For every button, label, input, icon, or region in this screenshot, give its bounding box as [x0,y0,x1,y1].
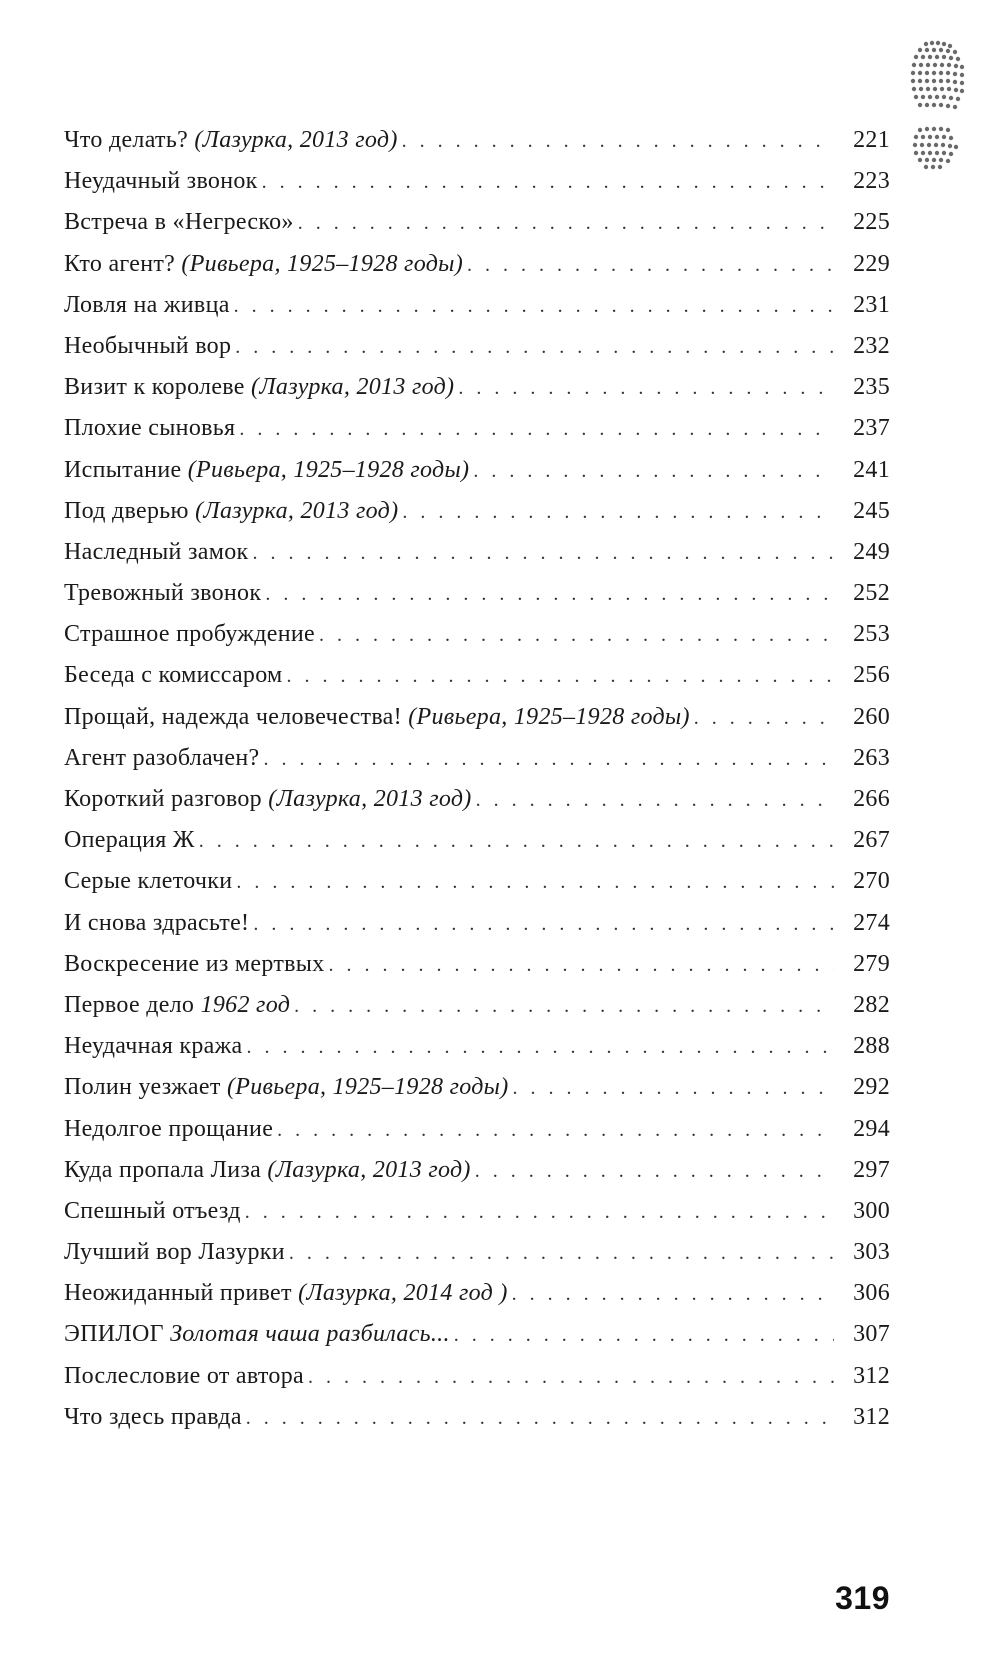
toc-entry-title: Спешный отъезд [64,1197,241,1224]
toc-entry[interactable] [64,944,890,985]
toc-entry[interactable] [64,285,890,326]
toc-entry[interactable] [64,1150,890,1191]
toc-leader-dots [512,1274,834,1315]
toc-entry[interactable] [64,450,890,491]
toc-entry-page: 267 [853,827,890,854]
toc-entry-title: Неудачный звонок [64,168,258,195]
toc-leader-dots [234,286,834,327]
toc-entry-page: 245 [853,497,890,524]
toc-entry[interactable] [64,985,890,1026]
toc-entry-subtitle: (Ривьера, 1925–1928 годы) [226,1074,509,1101]
toc-entry-page: 252 [853,580,890,607]
toc-entry-page: 288 [853,1033,890,1060]
toc-entry[interactable] [64,779,890,820]
toc-entry-page: 249 [853,538,890,565]
toc-entry-title: Визит к королеве (Лазурка, 2013 год) [64,374,455,401]
toc-entry[interactable] [64,367,890,408]
toc-entry-title: Полин уезжает (Ривьера, 1925–1928 годы) [64,1074,509,1101]
toc-leader-dots [298,203,834,244]
toc-entry-title: Серые клеточки [64,868,233,895]
toc-entry-subtitle: (Лазурка, 2013 год) [194,127,398,153]
toc-leader-dots [236,862,834,903]
toc-entry[interactable] [64,861,890,902]
toc-entry-subtitle: 1962 год [200,991,291,1018]
toc-entry-title: Под дверью (Лазурка, 2013 год) [64,497,399,524]
toc-entry-title: Необычный вор [64,332,232,359]
toc-entry-page: 229 [853,250,890,277]
toc-entry-title: Неудачная кража [64,1033,243,1060]
toc-leader-dots [245,1192,834,1233]
toc-entry-title: Короткий разговор (Лазурка, 2013 год) [64,786,472,812]
toc-entry-page: 260 [853,703,890,730]
toc-entry[interactable] [64,1191,890,1232]
toc-entry-page: 303 [853,1239,890,1266]
toc-entry-subtitle: (Лазурка, 2013 год) [268,786,472,812]
toc-entry-page: 253 [853,621,890,648]
toc-entry-title: Агент разоблачен? [64,744,260,771]
toc-leader-dots [473,451,834,492]
toc-leader-dots [458,368,834,409]
toc-entry[interactable] [64,1067,890,1108]
toc-leader-dots [277,1110,834,1151]
toc-entry-title: Что здесь правда [64,1403,242,1430]
toc-leader-dots [402,121,834,162]
toc-leader-dots [246,1398,834,1439]
toc-leader-dots [475,1151,834,1192]
toc-entry-subtitle: Золотая чаша разбилась... [170,1321,450,1348]
toc-entry[interactable] [64,1314,890,1355]
toc-leader-dots [694,698,834,739]
toc-entry-page: 232 [853,332,890,359]
toc-entry[interactable] [64,903,890,944]
toc-leader-dots [235,327,834,368]
toc-entry[interactable] [64,120,890,161]
toc-entry-page: 225 [853,209,890,236]
toc-entry[interactable] [64,573,890,614]
toc-entry-subtitle: (Ривьера, 1925–1928 годы) [408,703,690,730]
toc-leader-dots [294,986,834,1027]
toc-entry[interactable] [64,1356,890,1397]
page-number: 319 [835,1580,890,1616]
toc-leader-dots [287,656,834,697]
toc-entry-title: И снова здрасьте! [64,909,250,936]
toc-entry[interactable] [64,738,890,779]
toc-entry-title: Беседа с комиссаром [64,662,283,689]
toc-entry-title: Встреча в «Негреско» [64,209,294,236]
toc-entry-page: 263 [853,744,890,771]
toc-leader-dots [252,533,834,574]
toc-entry-page: 279 [853,950,890,977]
toc-entry-title: Тревожный звонок [64,580,262,607]
toc-entry[interactable] [64,491,890,532]
toc-entry[interactable] [64,820,890,861]
toc-entry-subtitle: (Лазурка, 2013 год) [251,374,455,401]
toc-entry-title: Наследный замок [64,538,249,565]
toc-entry-title: Неожиданный привет (Лазурка, 2014 год ) [64,1280,508,1307]
toc-entry[interactable] [64,161,890,202]
toc-entry-subtitle: (Лазурка, 2013 год) [195,497,399,524]
toc-entry-page: 266 [853,786,890,812]
toc-entry-page: 312 [853,1362,890,1389]
toc-entry-title: Недолгое прощание [64,1115,274,1142]
toc-leader-dots [246,1027,834,1068]
toc-entry-page: 307 [853,1321,890,1348]
toc-entry-page: 237 [853,415,890,442]
toc-entry-title: Страшное пробуждение [64,621,316,648]
toc-entry-page: 294 [853,1115,890,1142]
toc-entry-page: 256 [853,662,890,689]
toc-entry-title: Прощай, надежда человечества! (Ривьера, 1925–1928 годы) [64,703,690,730]
toc-entry-title: Воскресение из мертвых [64,950,325,977]
toc-leader-dots [513,1068,834,1109]
toc-entry-page: 292 [853,1074,890,1101]
toc-entry[interactable] [64,1026,890,1067]
toc-entry[interactable] [64,614,890,655]
toc-entry-page: 282 [853,991,890,1018]
toc-entry[interactable] [64,408,890,449]
toc-entry-title: Операция Ж [64,827,195,854]
toc-leader-dots [239,409,834,450]
toc-leader-dots [265,574,834,615]
toc-entry[interactable] [64,202,890,243]
toc-entry-page: 223 [853,168,890,195]
toc-entry[interactable] [64,697,890,738]
table-of-contents [64,120,890,1438]
footprint-icon [904,38,970,174]
toc-entry-page: 231 [853,291,890,318]
toc-entry-page: 241 [853,456,890,483]
toc-leader-dots [262,162,834,203]
toc-entry-subtitle: (Лазурка, 2014 год ) [298,1280,508,1307]
toc-entry-title: Испытание (Ривьера, 1925–1928 годы) [64,456,470,483]
toc-leader-dots [454,1315,834,1356]
toc-entry[interactable] [64,1397,890,1438]
toc-entry[interactable] [64,1232,890,1273]
toc-entry-title: Послесловие от автора [64,1362,304,1389]
toc-entry-page: 300 [853,1197,890,1224]
toc-entry-subtitle: (Лазурка, 2013 год) [267,1156,471,1183]
toc-entry-page: 235 [853,374,890,401]
toc-entry[interactable] [64,244,890,285]
toc-entry-subtitle: (Ривьера, 1925–1928 годы) [181,250,463,277]
toc-entry[interactable] [64,532,890,573]
toc-entry-title: Что делать? (Лазурка, 2013 год) [64,127,398,153]
toc-entry-page: 306 [853,1280,890,1307]
toc-leader-dots [467,245,834,286]
toc-entry-title: Ловля на живца [64,291,230,318]
toc-entry-subtitle: (Ривьера, 1925–1928 годы) [187,456,470,483]
toc-leader-dots [308,1357,834,1398]
toc-entry-title: Лучший вор Лазурки [64,1239,285,1266]
toc-entry-page: 312 [853,1403,890,1430]
toc-entry-page: 274 [853,909,890,936]
toc-leader-dots [263,739,834,780]
toc-entry[interactable] [64,655,890,696]
toc-entry-title: ЭПИЛОГ Золотая чаша разбилась... [64,1321,450,1348]
toc-leader-dots [253,904,834,945]
toc-leader-dots [402,492,834,533]
toc-entry[interactable] [64,326,890,367]
toc-entry-page: 270 [853,868,890,895]
toc-entry-title: Кто агент? (Ривьера, 1925–1928 годы) [64,250,463,277]
toc-leader-dots [319,615,834,656]
toc-leader-dots [329,945,835,986]
toc-entry[interactable] [64,1109,890,1150]
toc-entry-title: Куда пропала Лиза (Лазурка, 2013 год) [64,1156,471,1183]
toc-entry-page: 297 [853,1156,890,1183]
toc-entry-title: Плохие сыновья [64,415,236,442]
toc-leader-dots [476,780,834,821]
toc-entry[interactable] [64,1273,890,1314]
toc-entry-title: Первое дело 1962 год [64,991,291,1018]
toc-entry-page: 221 [853,127,890,153]
toc-leader-dots [289,1233,834,1274]
toc-leader-dots [199,821,834,862]
